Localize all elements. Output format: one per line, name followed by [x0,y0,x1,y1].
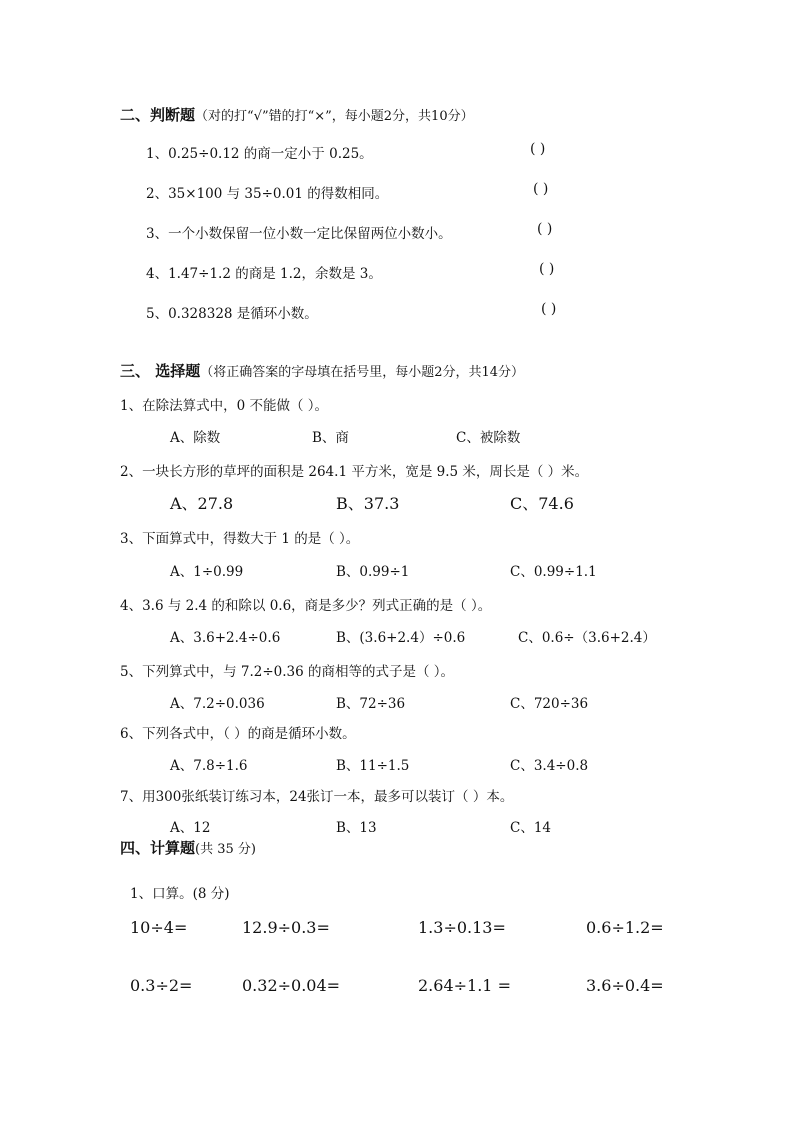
section2-heading [120,104,474,125]
choice-question-7: 7、用300张纸装订练习本，24张订一本，最多可以装订（ ）本。 [120,789,514,805]
calc-subheading: 1、口算。(8 分) [130,886,230,902]
calc-row2-item1: 0.3÷2= [130,976,193,995]
choice-question-5: 5、下列算式中，与 7.2÷0.36 的商相等的式子是（ ）。 [120,664,455,680]
choice-question-2: 2、一块长方形的草坪的面积是 264.1 平方米，宽是 9.5 米，周长是（ ）米。 [120,464,589,480]
choice-4-option-a[interactable]: A、3.6+2.4÷0.6 [170,630,281,646]
choice-4-option-b[interactable]: B、(3.6+2.4）÷0.6 [336,630,466,646]
choice-1-option-c[interactable]: C、被除数 [456,430,521,446]
judge-answer-5[interactable]: ( ) [541,301,557,317]
choice-question-3: 3、下面算式中，得数大于 1 的是（ ）。 [120,531,360,547]
choice-question-1: 1、在除法算式中，0 不能做（ ）。 [120,398,329,414]
calc-row1-item4: 0.6÷1.2= [586,918,664,937]
choice-7-option-b[interactable]: B、13 [336,820,377,836]
section3-title: 三、 选择题 [120,362,201,380]
judge-answer-1[interactable]: ( ) [530,141,546,157]
calc-row2-item2: 0.32÷0.04= [242,976,341,995]
section3-heading [120,360,524,381]
choice-3-option-a[interactable]: A、1÷0.99 [170,564,244,580]
judge-item-4: 4、1.47÷1.2 的商是 1.2，余数是 3。 [146,266,382,282]
section2-note: （对的打“√”错的打“×”，每小题2分，共10分） [195,109,474,124]
choice-3-option-c[interactable]: C、0.99÷1.1 [510,564,597,580]
judge-answer-3[interactable]: ( ) [537,221,553,237]
choice-1-option-b[interactable]: B、商 [312,430,349,446]
calc-row2-item4: 3.6÷0.4= [586,976,664,995]
choice-7-option-a[interactable]: A、12 [170,820,211,836]
judge-item-3: 3、一个小数保留一位小数一定比保留两位小数小。 [146,226,452,242]
choice-5-option-b[interactable]: B、72÷36 [336,696,406,712]
choice-5-option-c[interactable]: C、720÷36 [510,696,589,712]
judge-answer-2[interactable]: ( ) [533,181,549,197]
calc-row1-item3: 1.3÷0.13= [418,918,506,937]
choice-6-option-c[interactable]: C、3.4÷0.8 [510,758,589,774]
choice-6-option-b[interactable]: B、11÷1.5 [336,758,410,774]
calc-row1-item2: 12.9÷0.3= [242,918,330,937]
choice-2-option-c[interactable]: C、74.6 [510,494,574,513]
section4-title: 四、计算题 [120,839,196,857]
section4-note: (共 35 分) [195,842,256,857]
calc-row1-item1: 10÷4= [130,918,188,937]
choice-1-option-a[interactable]: A、除数 [170,430,221,446]
section2-title: 二、判断题 [120,106,196,124]
section4-heading [120,837,256,858]
choice-2-option-a[interactable]: A、27.8 [170,494,234,513]
choice-question-6: 6、下列各式中，（ ）的商是循环小数。 [120,726,356,742]
judge-item-5: 5、0.328328 是循环小数。 [146,306,318,322]
choice-4-option-c[interactable]: C、0.6÷（3.6+2.4） [518,630,656,646]
choice-2-option-b[interactable]: B、37.3 [336,494,400,513]
choice-7-option-c[interactable]: C、14 [510,820,552,836]
section3-note: （将正确答案的字母填在括号里，每小题2分，共14分） [200,365,525,380]
judge-answer-4[interactable]: ( ) [539,261,555,277]
choice-6-option-a[interactable]: A、7.8÷1.6 [170,758,248,774]
judge-item-1: 1、0.25÷0.12 的商一定小于 0.25。 [146,146,373,162]
calc-row2-item3: 2.64÷1.1 = [418,976,511,995]
choice-5-option-a[interactable]: A、7.2÷0.036 [170,696,265,712]
judge-item-2: 2、35×100 与 35÷0.01 的得数相同。 [146,186,389,202]
choice-3-option-b[interactable]: B、0.99÷1 [336,564,410,580]
choice-question-4: 4、3.6 与 2.4 的和除以 0.6，商是多少？列式正确的是（ ）。 [120,598,492,614]
